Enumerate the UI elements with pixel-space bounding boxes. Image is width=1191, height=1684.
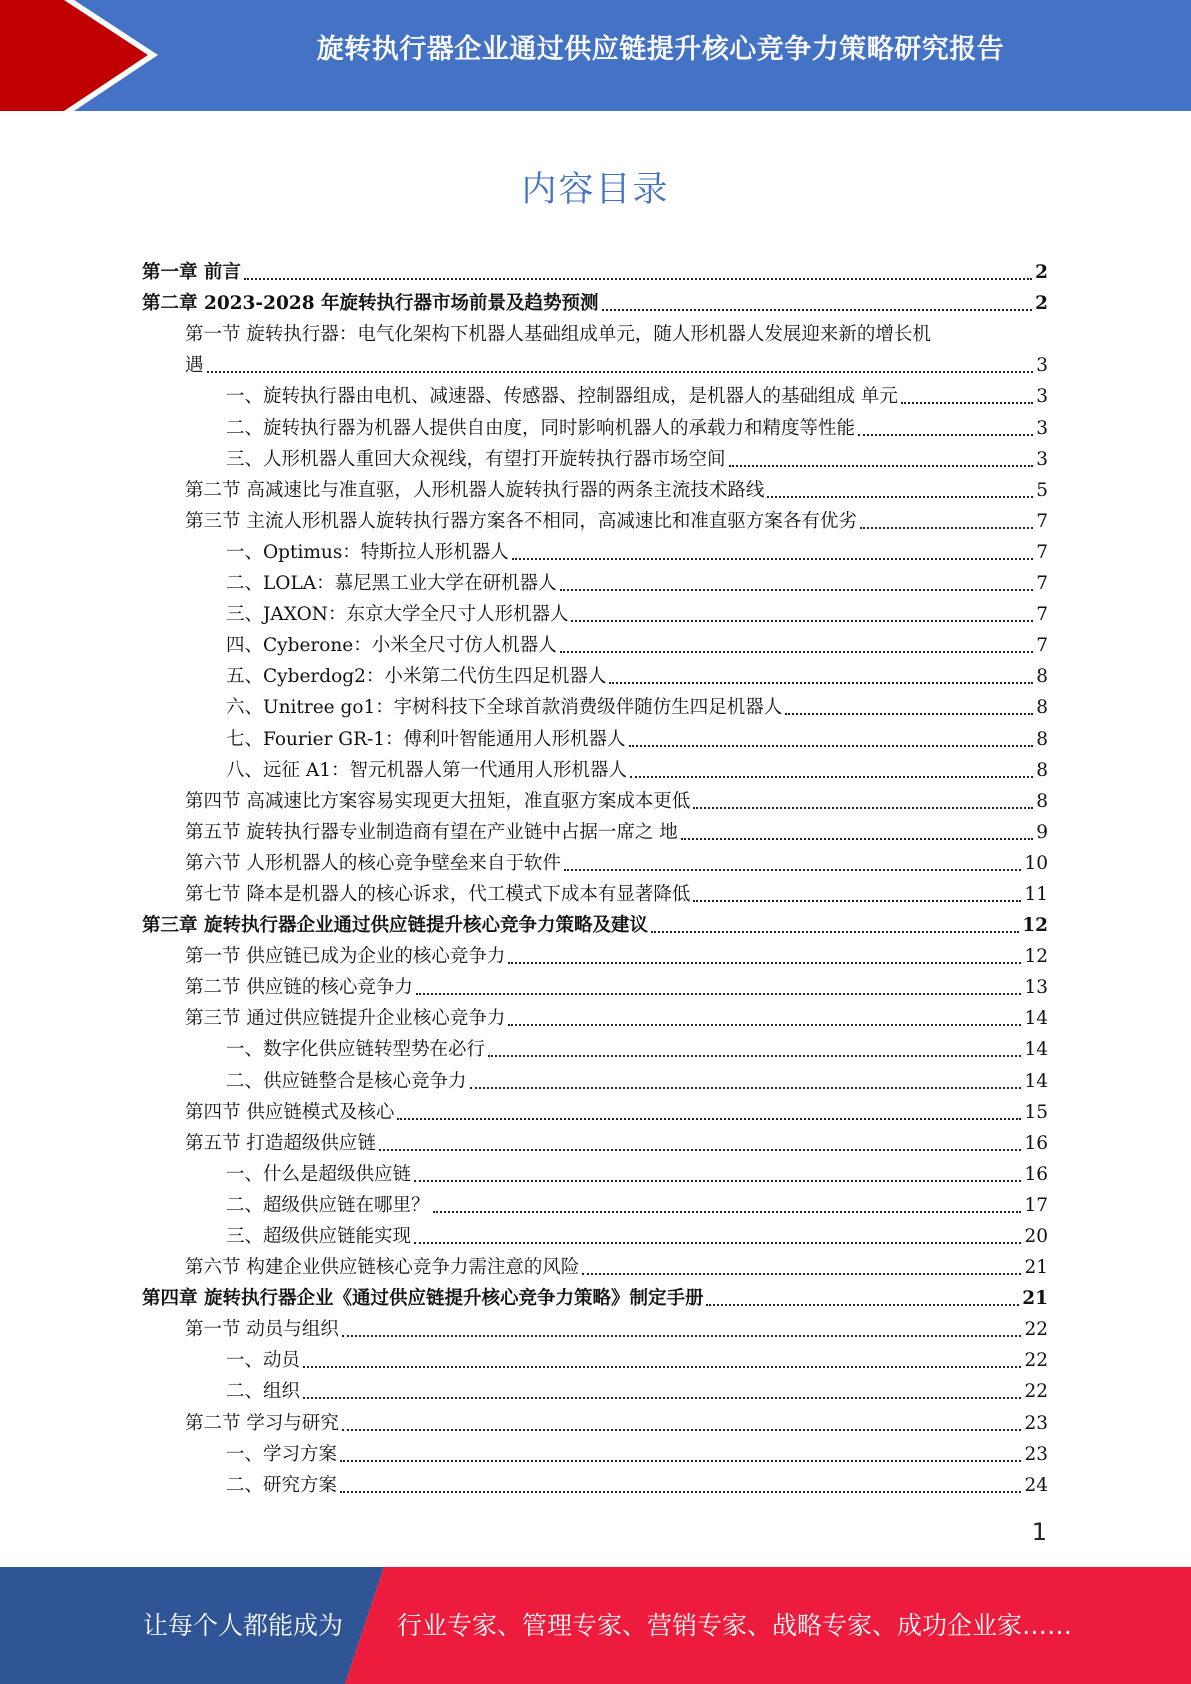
toc-dot-leader [693, 807, 1033, 809]
toc-entry-title: 第五节 打造超级供应链 [185, 1132, 376, 1154]
toc-entry-page: 21 [1024, 1257, 1048, 1279]
toc-dot-leader [397, 1118, 1021, 1120]
toc-entry[interactable] [142, 1250, 1048, 1281]
toc-entry-page: 16 [1024, 1163, 1048, 1185]
toc-entry-title: 第一章 前言 [142, 262, 241, 284]
toc-entry-page: 15 [1024, 1101, 1048, 1123]
toc-entry-title: 三、超级供应链能实现 [226, 1226, 412, 1247]
toc-entry[interactable] [142, 784, 1048, 815]
toc-entry-title: 二、旋转执行器为机器人提供自由度，同时影响机器人的承载力和精度等性能 [226, 417, 856, 439]
toc-entry-title: 三、人形机器人重回大众视线，有望打开旋转执行器市场空间 [226, 448, 726, 470]
toc-entry-title: 三、JAXON：东京大学全尺寸人形机器人 [226, 604, 569, 626]
toc-entry-title: 第七节 降本是机器人的核心诉求，代工模式下成本有显著降低 [185, 883, 691, 905]
toc-entry[interactable] [142, 1126, 1048, 1157]
toc-dot-leader [340, 1491, 1021, 1493]
toc-dot-leader [414, 1242, 1021, 1244]
toc-entry[interactable] [142, 628, 1048, 659]
toc-entry[interactable] [142, 1405, 1048, 1436]
toc-entry-title: 二、供应链整合是核心竞争力 [226, 1070, 467, 1092]
toc-entry[interactable] [142, 317, 1048, 348]
toc-entry-title: 一、什么是超级供应链 [226, 1163, 412, 1185]
toc-entry-page: 2 [1035, 262, 1048, 284]
toc-entry[interactable] [142, 410, 1048, 441]
toc-dot-leader [858, 434, 1033, 436]
toc-entry[interactable] [142, 1001, 1048, 1032]
toc-heading: 内容目录 [521, 170, 670, 210]
toc-entry-title: 一、数字化供应链转型势在必行 [226, 1039, 486, 1061]
toc-entry-title: 六、Unitree go1：宇树科技下全球首款消费级伴随仿生四足机器人 [226, 697, 783, 719]
toc-dot-leader [860, 527, 1033, 529]
toc-entry[interactable] [142, 473, 1048, 504]
toc-dot-leader [582, 1273, 1021, 1275]
toc-entry[interactable] [142, 659, 1048, 690]
toc-entry-page: 14 [1024, 1039, 1048, 1061]
toc-entry[interactable] [142, 970, 1048, 1001]
toc-entry[interactable] [142, 815, 1048, 846]
toc-entry[interactable] [142, 1281, 1048, 1312]
toc-entry[interactable] [142, 1219, 1048, 1250]
toc-entry-title: 一、动员 [226, 1350, 301, 1372]
toc-entry[interactable] [142, 690, 1048, 721]
toc-dot-leader [342, 1335, 1022, 1337]
toc-entry[interactable] [142, 1312, 1048, 1343]
toc-dot-leader [342, 1429, 1022, 1431]
toc-dot-leader [416, 993, 1022, 995]
toc-entry-page: 7 [1036, 573, 1048, 595]
toc-entry[interactable] [142, 939, 1048, 970]
toc-entry-title: 第六节 人形机器人的核心竞争壁垒来自于软件 [185, 852, 561, 874]
toc-entry-title: 五、Cyberdog2：小米第二代仿生四足机器人 [226, 666, 607, 688]
toc-dot-leader [767, 496, 1033, 498]
toc-entry[interactable] [142, 348, 1048, 379]
toc-entry[interactable] [142, 1188, 1048, 1219]
toc-entry-page: 3 [1036, 417, 1048, 439]
toc-dot-leader [512, 558, 1033, 560]
toc-dot-leader [244, 278, 1032, 280]
toc-dot-leader [303, 1366, 1021, 1368]
toc-entry-page: 2 [1035, 293, 1048, 315]
toc-entry-title: 二、组织 [226, 1381, 301, 1403]
toc-entry[interactable] [142, 442, 1048, 473]
toc-entry[interactable] [142, 1032, 1048, 1063]
toc-entry-page: 21 [1022, 1288, 1048, 1310]
toc-dot-leader [609, 682, 1033, 684]
toc-dot-leader [571, 620, 1033, 622]
toc-entry[interactable] [142, 721, 1048, 752]
toc-entry[interactable] [142, 877, 1048, 908]
footer-slogan-right: 行业专家、管理专家、营销专家、战略专家、成功企业家…… [397, 1611, 1073, 1640]
toc-entry-page: 7 [1036, 604, 1048, 626]
toc-dot-leader [340, 1460, 1021, 1462]
toc-entry-title: 八、远征 A1：智元机器人第一代通用人形机器人 [226, 759, 628, 781]
toc-entry-page: 22 [1024, 1350, 1048, 1372]
toc-dot-leader [602, 309, 1033, 311]
toc-entry-title: 第六节 构建企业供应链核心竞争力需注意的风险 [185, 1257, 580, 1279]
toc-dot-leader [560, 651, 1033, 653]
toc-entry-page: 8 [1036, 728, 1048, 750]
toc-entry[interactable] [142, 286, 1048, 317]
toc-entry-title: 第三章 旋转执行器企业通过供应链提升核心竞争力策略及建议 [142, 915, 648, 937]
toc-entry-page: 7 [1036, 541, 1048, 563]
toc-entry-title: 第三节 主流人形机器人旋转执行器方案各不相同，高减速比和准直驱方案各有优劣 [185, 510, 857, 532]
toc-entry[interactable] [142, 597, 1048, 628]
toc-dot-leader [433, 1211, 1022, 1213]
toc-entry-page: 22 [1024, 1381, 1048, 1403]
toc-entry[interactable] [142, 504, 1048, 535]
toc-dot-leader [629, 745, 1034, 747]
toc-dot-leader [630, 776, 1033, 778]
toc-entry-page: 14 [1024, 1008, 1048, 1030]
toc-dot-leader [693, 900, 1021, 902]
toc-entry-page: 11 [1024, 883, 1048, 905]
toc-entry-title: 第一节 供应链已成为企业的核心竞争力 [185, 946, 506, 968]
toc-entry[interactable] [142, 1374, 1048, 1405]
toc-entry[interactable] [142, 535, 1048, 566]
toc-entry-title: 第四节 高减速比方案容易实现更大扭矩，准直驱方案成本更低 [185, 790, 691, 812]
toc-dot-leader [303, 1397, 1021, 1399]
toc-entry-page: 8 [1036, 759, 1048, 781]
toc-entry-title: 第一节 动员与组织 [185, 1319, 339, 1341]
toc-entry-page: 22 [1024, 1319, 1048, 1341]
toc-entry-title: 七、Fourier GR-1：傅利叶智能通用人形机器人 [226, 728, 626, 750]
toc-entry-page: 12 [1024, 946, 1048, 968]
toc-entry-title: 二、LOLA：慕尼黑工业大学在研机器人 [226, 573, 557, 595]
toc-dot-leader [651, 931, 1019, 933]
toc-entry-title: 第二节 高减速比与准直驱，人形机器人旋转执行器的两条主流技术路线 [185, 479, 765, 501]
toc-entry[interactable] [142, 1157, 1048, 1188]
report-title: 旋转执行器企业通过供应链提升核心竞争力策略研究报告 [316, 34, 1005, 65]
toc-entry-page: 12 [1022, 915, 1048, 937]
toc-entry-title: 二、研究方案 [226, 1474, 338, 1496]
toc-entry-page: 23 [1024, 1412, 1048, 1434]
toc-entry-title: 一、Optimus：特斯拉人形机器人 [226, 541, 509, 563]
toc-entry-page: 23 [1024, 1443, 1048, 1465]
toc-dot-leader [414, 1180, 1021, 1182]
toc-entry-page: 7 [1036, 635, 1048, 657]
toc-entry[interactable] [142, 1468, 1048, 1499]
toc-entry-title: 第二章 2023-2028 年旋转执行器市场前景及趋势预测 [142, 293, 599, 315]
toc-entry-title: 一、学习方案 [226, 1443, 338, 1465]
toc-entry[interactable] [142, 255, 1048, 286]
toc-entry-title: 第三节 通过供应链提升企业核心竞争力 [185, 1008, 506, 1030]
toc-dot-leader [488, 1055, 1021, 1057]
toc-dot-leader [564, 869, 1022, 871]
toc-entry-page: 3 [1036, 355, 1048, 377]
toc-entry-title: 第四节 供应链模式及核心 [185, 1101, 395, 1123]
toc-entry-title: 第一节 旋转执行器：电气化架构下机器人基础组成单元，随人形机器人发展迎来新的增长机 [185, 324, 931, 346]
toc-entry-title: 遇 [185, 355, 204, 377]
toc-entry-page: 10 [1024, 852, 1048, 874]
toc-entry-page: 16 [1024, 1132, 1048, 1154]
table-of-contents [142, 255, 1048, 1499]
toc-entry-page: 3 [1036, 386, 1048, 408]
toc-entry[interactable] [142, 379, 1048, 410]
toc-entry-page: 24 [1024, 1474, 1048, 1496]
toc-entry-page: 8 [1036, 697, 1048, 719]
toc-entry-page: 13 [1024, 977, 1048, 999]
toc-dot-leader [785, 713, 1033, 715]
toc-dot-leader [207, 371, 1034, 373]
toc-dot-leader [560, 589, 1034, 591]
toc-entry-page: 20 [1024, 1226, 1048, 1247]
toc-entry-page: 3 [1036, 448, 1048, 470]
toc-dot-leader [706, 1304, 1019, 1306]
toc-dot-leader [470, 1087, 1022, 1089]
page-footer [0, 1567, 1191, 1684]
toc-entry-page: 5 [1036, 479, 1048, 501]
toc-entry-title: 第四章 旋转执行器企业《通过供应链提升核心竞争力策略》制定手册 [142, 1288, 704, 1310]
toc-entry[interactable] [142, 566, 1048, 597]
page-number: 1 [1031, 1518, 1047, 1546]
toc-entry-page: 8 [1036, 666, 1048, 688]
toc-entry-title: 第二节 学习与研究 [185, 1412, 339, 1434]
toc-entry[interactable] [142, 1437, 1048, 1468]
toc-entry[interactable] [142, 1095, 1048, 1126]
toc-entry[interactable] [142, 1063, 1048, 1094]
toc-entry-page: 8 [1036, 790, 1048, 812]
toc-entry-page: 14 [1024, 1070, 1048, 1092]
toc-entry[interactable] [142, 846, 1048, 877]
toc-dot-leader [508, 962, 1021, 964]
toc-entry-page: 9 [1036, 821, 1048, 843]
toc-dot-leader [681, 838, 1033, 840]
toc-entry[interactable] [142, 753, 1048, 784]
toc-entry-title: 二、超级供应链在哪里？ [226, 1194, 430, 1216]
footer-slogan-left: 让每个人都能成为 [143, 1611, 344, 1640]
toc-dot-leader [729, 465, 1034, 467]
toc-dot-leader [379, 1149, 1022, 1151]
toc-dot-leader [901, 402, 1033, 404]
toc-entry[interactable] [142, 908, 1048, 939]
toc-entry-page: 17 [1024, 1194, 1048, 1216]
toc-entry-title: 第五节 旋转执行器专业制造商有望在产业链中占据一席之 地 [185, 821, 678, 843]
toc-entry-title: 四、Cyberone：小米全尺寸仿人机器人 [226, 635, 557, 657]
toc-dot-leader [508, 1024, 1021, 1026]
page-header [0, 0, 1191, 111]
toc-entry-title: 第二节 供应链的核心竞争力 [185, 977, 413, 999]
toc-entry-title: 一、旋转执行器由电机、减速器、传感器、控制器组成，是机器人的基础组成 单元 [226, 386, 898, 408]
toc-entry-page: 7 [1036, 510, 1048, 532]
toc-entry[interactable] [142, 1343, 1048, 1374]
